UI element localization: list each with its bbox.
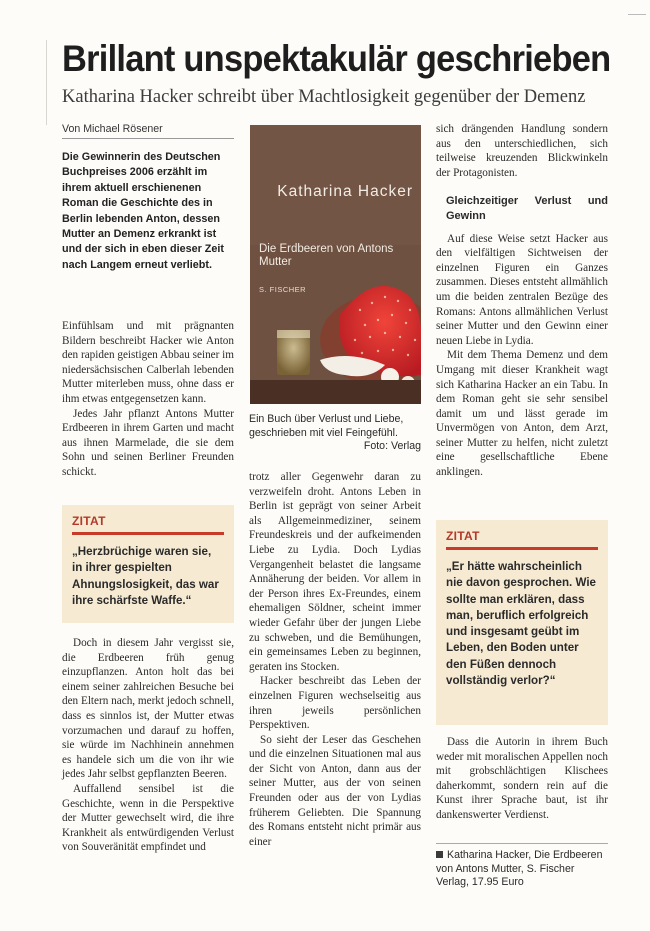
- corner-mark: [628, 14, 646, 15]
- paragraph: Dass die Autorin in ihrem Buch weder mit moralischen Appellen noch mit grobschlächtigen Klischees daherkommt, sondern rein auf die Kunst ihrer Sprache baut, ist ihr dankenswerter Verdienst.: [436, 736, 608, 821]
- quote-accent-bar: [446, 547, 598, 550]
- column-1-continued: [62, 636, 234, 855]
- caption-text: Ein Buch über Verlust und Liebe, geschrieben mit viel Feingefühl.: [249, 413, 404, 439]
- paragraph: Auf diese Weise setzt Hacker aus den vielfältigen Sichtweisen der einzelnen Figuren ein Ganzes zusammen. Dieses entsteht allmählich um die beiden zentralen Bezüge des Romans: Antons allmählichen Verlust seiner Mutter und den Gewinn einer neuen Liebe in Lydia.: [436, 232, 608, 347]
- cover-publisher: S. FISCHER: [259, 285, 307, 294]
- paragraph: Jedes Jahr pflanzt Antons Mutter Erdbeeren in ihrem Garten und macht aus ihnen Marmelade, die sie dem Sohn und seinen Berliner Freunden schickt.: [62, 407, 234, 478]
- quote-box-1: [62, 505, 234, 623]
- book-cover-image: [250, 125, 421, 404]
- book-info-text: Katharina Hacker, Die Erdbeeren von Antons Mutter, S. Fischer Verlag, 17.95 Euro: [436, 849, 603, 889]
- column-rule: [46, 40, 47, 125]
- column-2-body: [249, 470, 421, 849]
- paragraph: trotz aller Gegenwehr daran zu verzweifeln droht. Antons Leben in Berlin ist geprägt von seiner Arbeit als Allgemeinmediziner, seinem Freundeskreis und der aufkeimenden Liebe zu Lydia. Doch Lydias Vergangenheit belastet die langsame Annäherung der beiden. Vor allem in der Person ihres Ex-Freundes, einem ehemaligen Söldner, scheint immer wieder Gefahr über der jungen Liebe zu schweben, und die Bemühungen, ein gemeinsames Leben zu beginnen, geraten ins Stocken.: [249, 471, 421, 673]
- quote-accent-bar: [72, 532, 224, 535]
- column-3-continued: [436, 735, 608, 823]
- paragraph: Einfühlsam und mit prägnanten Bildern beschreibt Hacker wie Anton den rapiden geistigen Abbau seiner im niedersächsischen Calberlah lebenden Mutter miterleben muss, ohne dass er ihm etwas entgegensetzen kann.: [62, 320, 234, 405]
- square-bullet-icon: [436, 851, 443, 858]
- paragraph: sich drängenden Handlung sondern aus den unterschiedlichen, sich teilweise kreuzenden Blickwinkeln der Protagonisten.: [436, 123, 608, 179]
- headline: Brillant unspektakulär geschrieben: [62, 38, 611, 79]
- column-1-body: [62, 319, 234, 480]
- section-subtitle: Gleichzeitiger Verlust und Gewinn: [446, 195, 608, 222]
- paragraph: Doch in diesem Jahr vergisst sie, die Erdbeeren früh genug einzupflanzen. Anton holt das bei einem seiner zahlreichen Besuche bei den Eltern nach, merkt jedoch schnell, dass es sinnlos ist, der Mutter etwas vorzumachen und darauf zu hoffen, sie würde im Nachhinein annehmen es handele sich um die von ihr wie jedes Jahr selbst gepflanzten Beeren.: [62, 637, 234, 781]
- column-3-body: [436, 122, 608, 480]
- quote-text: „Er hätte wahrscheinlich nie davon gesprochen. Wie sollte man erklären, dass man, beruflich erfolgreich und insgesamt geübt im Leben, den Boden unter den Füßen dennoch vollständig verlor?“: [446, 560, 596, 688]
- paragraph: Auffallend sensibel ist die Geschichte, wenn in die Perspektive der Mutter gewechselt wird, die ihre Krankheit als entwürdigenden Verlust von Souveränität empfindet und: [62, 782, 234, 854]
- subheadline: Katharina Hacker schreibt über Machtlosigkeit gegenüber der Demenz: [62, 87, 586, 107]
- byline: Von Michael Rösener: [62, 123, 234, 139]
- quote-box-2: [436, 520, 608, 725]
- cover-title: Die Erdbeeren von Antons Mutter: [259, 243, 394, 269]
- image-caption: [249, 413, 421, 454]
- photo-credit: Foto: Verlag: [363, 440, 421, 453]
- quote-label: ZITAT: [72, 514, 106, 528]
- paragraph: Hacker beschreibt das Leben der einzelnen Figuren wechselseitig aus ihren jeweils persönlichen Perspektiven.: [249, 675, 421, 732]
- paragraph: So sieht der Leser das Geschehen und die einzelnen Situationen mal aus der Sicht von Anton, dann aus der seiner Mutter, aus der von seinen Freunden oder aus der von Lydias früherem Geliebten. Die Spannung des Romans entsteht nicht primär aus einer: [249, 733, 421, 848]
- quote-label: ZITAT: [446, 529, 480, 543]
- cover-author: Katharina Hacker: [277, 183, 413, 200]
- quote-text: „Herzbrüchige waren sie, in ihrer gespielten Ahnungslosigkeit, das war ihre schärfste Waffe.“: [72, 545, 219, 607]
- book-info-footer: [436, 843, 608, 890]
- paragraph: Mit dem Thema Demenz und dem Umgang mit dieser Krankheit wagt sich Katharina Hacker an ein Tabu. In dem Roman geht sie sehr sensibel damit um und lässt gerade im Unvermögen von Anton, dem Arzt, seiner Mutter zu helfen, nicht zuletzt eine gesellschaftliche Ebene anklingen.: [436, 349, 608, 479]
- lead-paragraph: Die Gewinnerin des Deutschen Buchpreises 2006 erzählt im ihrem aktuell erschienenen Roman die Geschichte des in Berlin lebenden Anton, dessen Mutter an Demenz erkrankt ist und der sich in eben dieser Zeit nach Langem erneut verliebt.: [62, 151, 224, 271]
